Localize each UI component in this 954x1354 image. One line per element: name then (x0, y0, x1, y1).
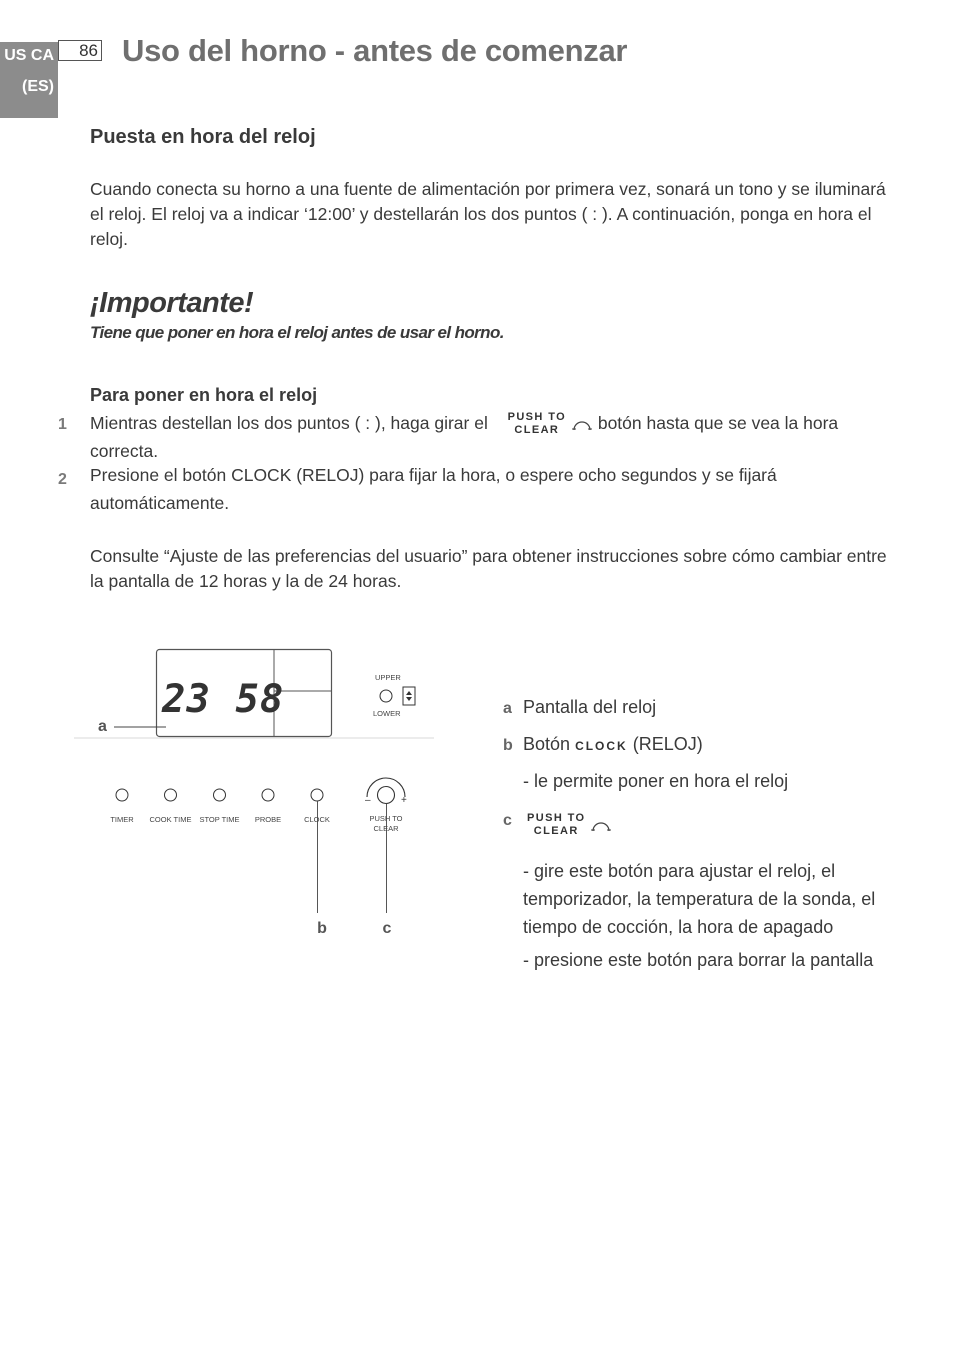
step-1-before: Mientras destellan los dos puntos ( : ), haga girar el (90, 413, 488, 433)
page-number: 86 (58, 40, 102, 61)
timer-button-icon (116, 789, 128, 801)
step-1-after: botón hasta que se vea la hora (597, 413, 839, 433)
push-to-clear-knob-icon (378, 787, 395, 804)
region-tab (0, 42, 58, 118)
step-1-continuation: correcta. (90, 441, 159, 461)
step-1-text (90, 411, 838, 437)
legend-c-symbol (527, 812, 612, 838)
knob-turn-icon (590, 817, 612, 833)
step-number: 1 (58, 416, 67, 433)
legend-b-letter: b (503, 737, 513, 754)
important-text: Tiene que poner en hora el reloj antes de usar el horno. (90, 323, 504, 342)
legend-b-pre: Botón (523, 734, 571, 754)
important-title: ¡Importante! (90, 287, 254, 319)
knob-minus: – (365, 795, 371, 806)
region-tab-line1: US CA (4, 47, 54, 64)
push-to-clear-line1: PUSH TO (527, 812, 586, 824)
legend-c-description-1: - gire este botón para ajustar el reloj, el temporizador, la temperatura de la sonda, el tiempo de cocción, la hora de apagado (523, 861, 876, 937)
callout-b-letter: b (317, 920, 327, 937)
push-to-clear-line2: CLEAR (514, 424, 560, 437)
oven-select-indicator-icon (380, 690, 392, 702)
step-2-line2: automáticamente. (90, 493, 230, 513)
push-to-clear-label (508, 411, 567, 437)
callout-c-letter: c (382, 920, 392, 937)
legend-b-text (523, 734, 703, 755)
legend-c-letter: c (503, 812, 512, 829)
lower-label: LOWER (373, 709, 401, 718)
knob-turn-icon (571, 416, 593, 432)
callout-a-letter: a (98, 718, 107, 735)
control-panel-diagram (60, 640, 450, 950)
legend-b-description: - le permite poner en hora el reloj (523, 771, 789, 791)
legend-b-clock: CLOCK (575, 739, 628, 753)
stop-time-label: STOP TIME (199, 815, 240, 824)
legend-a-text: Pantalla del reloj (523, 697, 657, 717)
knob-label-line2: CLEAR (373, 824, 399, 833)
knob-plus: + (401, 795, 407, 806)
knob-arc-icon (367, 778, 405, 797)
probe-label: PROBE (254, 815, 282, 824)
knob-label-line1: PUSH TO (369, 814, 403, 823)
stop-time-button-icon (214, 789, 226, 801)
oven-select-toggle-icon (403, 687, 415, 705)
timer-label: TIMER (110, 815, 134, 824)
legend-b-post: (RELOJ) (632, 734, 703, 754)
push-to-clear-label (527, 812, 586, 838)
probe-button-icon (262, 789, 274, 801)
clock-label: CLOCK (304, 815, 330, 824)
steps-heading: Para poner en hora el reloj (90, 385, 318, 405)
clock-display-digits: 23 58 (162, 677, 285, 722)
section-heading: Puesta en hora del reloj (90, 126, 316, 148)
step-2-line1: Presione el botón CLOCK (RELOJ) para fijar la hora, o espere ocho segundos y se fijará (90, 465, 777, 485)
cook-time-label: COOK TIME (149, 815, 192, 824)
region-tab-line2: (ES) (22, 78, 54, 95)
clock-button-icon (311, 789, 323, 801)
legend-c-description-2: - presione este botón para borrar la pantalla (523, 950, 874, 970)
step-number: 2 (58, 471, 67, 488)
cook-time-button-icon (165, 789, 177, 801)
preferences-note: Consulte “Ajuste de las preferencias del usuario” para obtener instrucciones sobre cómo cambiar entre la pantalla de 12 horas y la de 24 horas. (90, 546, 887, 591)
legend-a-letter: a (503, 700, 512, 717)
intro-paragraph: Cuando conecta su horno a una fuente de alimentación por primera vez, sonará un tono y se iluminará el reloj. El reloj va a indicar ‘12:00’ y destellarán los dos puntos ( : ). A continuación, ponga en hora el reloj. (90, 179, 886, 249)
push-to-clear-line1: PUSH TO (507, 411, 567, 424)
upper-label: UPPER (375, 673, 401, 682)
page-title: Uso del horno - antes de comenzar (122, 33, 628, 68)
push-to-clear-line2: CLEAR (533, 825, 579, 837)
